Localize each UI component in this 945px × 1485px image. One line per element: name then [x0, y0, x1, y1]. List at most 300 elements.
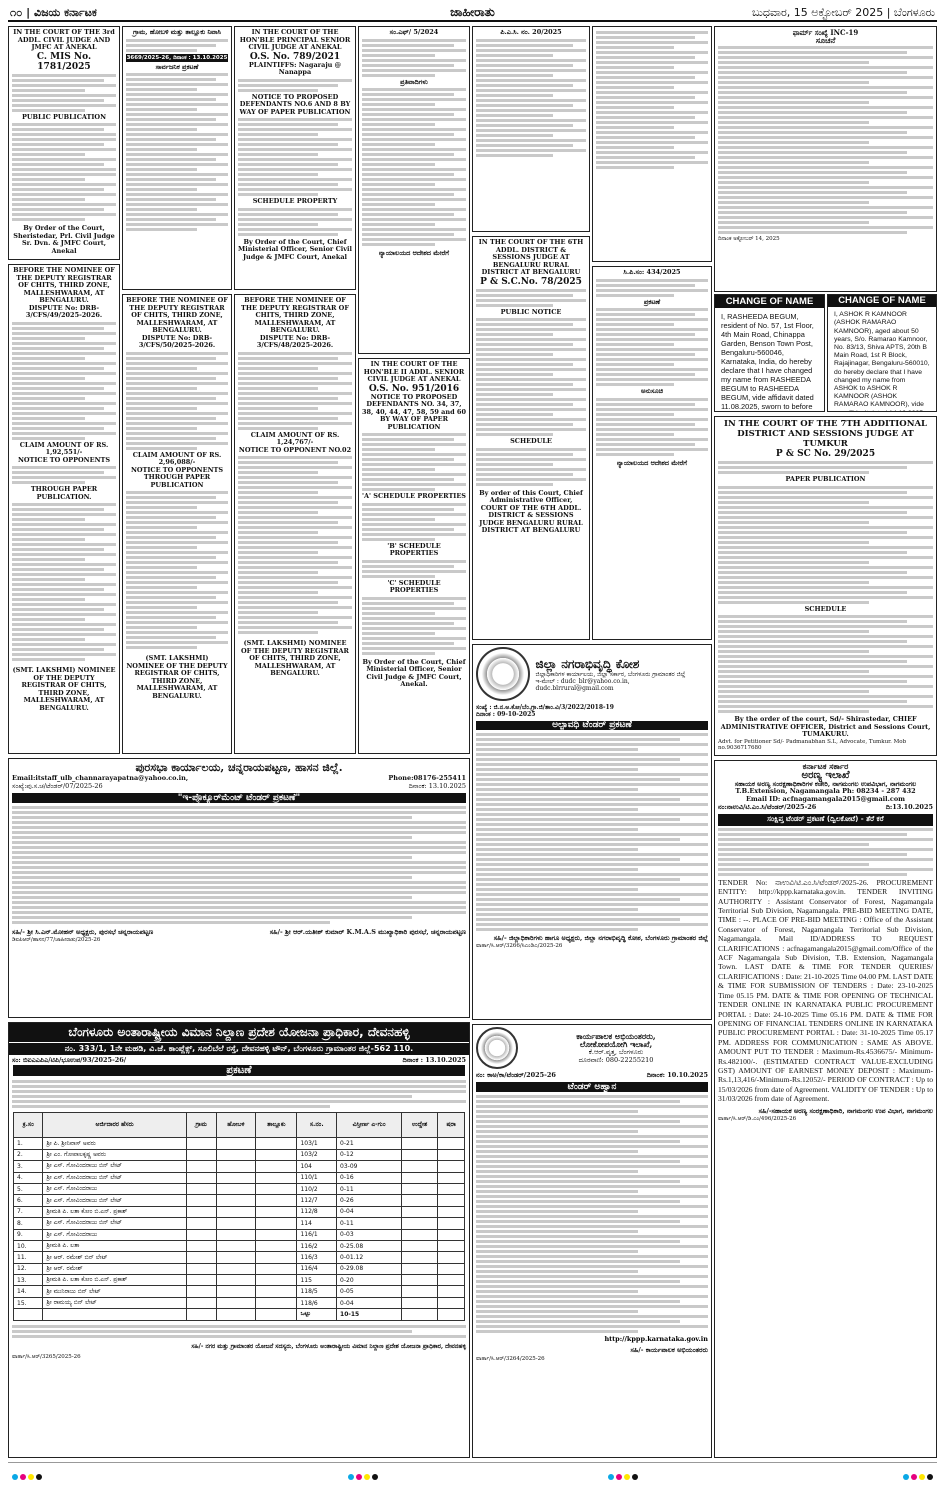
table-cell [438, 1218, 465, 1229]
table-cell [186, 1297, 216, 1308]
claim-amount: CLAIM AMOUNT OF RS. 1,92,551/- [19, 440, 109, 456]
kannada-public-notice [122, 26, 232, 290]
table-cell: 0-03 [337, 1229, 402, 1240]
table-cell: ಶ್ರೀಮತಿ ಪಿ. ಲತಾ ಕೋಂ ಬಿ.ಎನ್. ಪ್ರಕಾಶ್ [43, 1275, 186, 1286]
table-cell [186, 1138, 216, 1149]
table-cell: 110/1 [297, 1172, 337, 1183]
ad-code: ಡಿಐಪಿಆರ್/ಹಾಸನ/77/ಜಾಹೀರಾತು/2025-26 [12, 937, 101, 943]
table-cell [216, 1206, 256, 1217]
publication-heading: THROUGH PAPER PUBLICATION [143, 473, 211, 489]
office-address: ಕೆ.ಆರ್.ವೃತ್ತ, ಬೆಂಗಳೂರು [588, 1048, 644, 1056]
table-row [14, 1195, 465, 1206]
table-cell: ಶ್ರೀಮತಿ ಪಿ. ಲತಾ ಕೋಂ ಬಿ.ಎನ್. ಪ್ರಕಾಶ್ [43, 1206, 186, 1217]
table-cell: 103/2 [297, 1149, 337, 1160]
table-cell [186, 1172, 216, 1183]
table-cell: 0-26 [337, 1195, 402, 1206]
table-cell [186, 1275, 216, 1286]
signature: By order of this Court, Chief Administrative Officer, COURT OF THE 6TH ADDL. DISTRICT & SESSIONS JUDGE BENGALURU RURAL DISTRICT AT BENGALURU [479, 488, 583, 534]
signature: ಸಹಿ/- ಜಿಲ್ಲಾಧಿಕಾರಿಗಳು ಹಾಗೂ ಅಧ್ಯಕ್ಷರು, ಜಿಲ್ಲಾ ನಗರಾಭಿವೃದ್ಧಿ ಕೋಶ, ಬೆಂಗಳೂರು ಗ್ರಾಮಾಂತರ ಜಿಲ್ಲೆ [493, 934, 708, 942]
karnataka-emblem-icon [476, 647, 530, 701]
table-cell [216, 1138, 256, 1149]
table-row [14, 1183, 465, 1194]
table-row [14, 1172, 465, 1183]
table-cell: 0-25.08 [337, 1240, 402, 1251]
schedule-heading: SCHEDULE [510, 437, 552, 445]
table-cell [186, 1206, 216, 1217]
notice-heading: ಪ್ರಕಟಣೆ [13, 1065, 465, 1076]
table-cell [438, 1263, 465, 1274]
table-header: ಉದ್ದೇಶ [402, 1113, 438, 1138]
pwd-tender [472, 1024, 712, 1458]
table-cell [438, 1252, 465, 1263]
registrar-title: BEFORE THE NOMINEE OF THE DEPUTY REGISTRAR OF CHITS, THIRD ZONE, MALLESHWARAM, AT BENGALURU. [13, 266, 115, 304]
claim-amount: CLAIM AMOUNT OF RS. 2,96,088/- [132, 450, 222, 466]
table-cell [438, 1309, 465, 1320]
table-cell: 0-04 [337, 1297, 402, 1308]
reference-number: ಸಂಖ್ಯೆ : ಜಿ.ನ.ಅ.ಕೋ/ಬೆಂ.ಗ್ರಾ.ಜಿ/ತಾಂ.ವಿ/3/2022/2018-19 [476, 704, 614, 711]
table-cell: 116/1 [297, 1229, 337, 1240]
page-header [8, 4, 937, 22]
chit-dispute-50 [122, 294, 232, 754]
table-row [14, 1229, 465, 1240]
table-row [14, 1138, 465, 1149]
table-cell [438, 1297, 465, 1308]
table-cell [216, 1297, 256, 1308]
table-cell [402, 1229, 438, 1240]
table-cell [402, 1309, 438, 1320]
reference-number: ಸಂ.ಎಫ್/ 5/2024 [389, 28, 439, 36]
signature: (SMT. LAKSHMI) NOMINEE OF THE DEPUTY REGISTRAR OF CHITS, THIRD ZONE, MALLESHWARAM, AT BENGALURU. [241, 639, 349, 677]
respondents-heading: ಪ್ರತಿವಾದಿಗಳು [400, 77, 428, 86]
table-cell [438, 1149, 465, 1160]
notice-date: ದಿನಾಂಕ: 13.10.2025 [408, 782, 466, 790]
registrar-title: BEFORE THE NOMINEE OF THE DEPUTY REGISTRAR OF CHITS, THIRD ZONE, MALLESHWARAM, AT BENGALURU. [126, 296, 228, 334]
applicants-table [13, 1112, 465, 1320]
table-cell: 0-29.08 [337, 1263, 402, 1274]
table-cell: 112/8 [297, 1206, 337, 1217]
change-of-name-2 [827, 294, 937, 412]
registrar-title: BEFORE THE NOMINEE OF THE DEPUTY REGISTRAR OF CHITS, THIRD ZONE, MALLESHWARAM, AT BENGALURU. [241, 296, 349, 334]
case-number: P & S.C.No. 78/2025 [480, 276, 582, 287]
table-cell [402, 1172, 438, 1183]
court-title: IN THE COURT OF THE 6TH ADDL. DISTRICT & SESSIONS JUDGE AT BENGALURU RURAL DISTRICT AT BENGALURU [478, 238, 584, 276]
table-cell [186, 1183, 216, 1194]
signature: ಸಹಿ/- ಕಾರ್ಯಪಾಲಕ ಅಭಿಯಂತರರು [630, 1346, 708, 1354]
table-cell [438, 1275, 465, 1286]
table-cell: 10. [14, 1240, 43, 1251]
table-header: ವಿಸ್ತೀರ್ಣ ಎ-ಗುಂ [337, 1113, 402, 1138]
table-cell [216, 1195, 256, 1206]
court-order: ನ್ಯಾಯಾಲಯದ ಆದೇಶದ ಮೇರೆಗೆ [378, 249, 450, 257]
office-dept: ಲೋಕೋಪಯೋಗಿ ಇಲಾಖೆ, [579, 1039, 653, 1049]
table-cell: ಶ್ರೀ ಆರ್. ರಮೇಶ್ [43, 1263, 186, 1274]
table-cell [438, 1161, 465, 1172]
court-title: IN THE COURT OF THE HON'BLE II ADDL. SENIOR CIVIL JUDGE AT ANEKAL [363, 360, 465, 383]
signature: (SMT. LAKSHMI) NOMINEE OF THE DEPUTY REGISTRAR OF CHITS, THIRD ZONE, MALLESHWARAM, AT BENGALURU. [126, 654, 228, 700]
notice-heading: PUBLIC PUBLICATION [21, 112, 107, 121]
dispute-number: DISPUTE No: DRB-3/CFS/49/2025-2026. [25, 303, 103, 319]
table-cell [216, 1161, 256, 1172]
table-row [14, 1297, 465, 1308]
inc19-notice [714, 26, 937, 292]
table-cell [256, 1138, 297, 1149]
tender-heading: ಸಂಕ್ಷಿಪ್ತ ಟೆಂಡರ್ ಪ್ರಕಟಣೆ (ದ್ವಿಲಕೋಟೆ) - ತೆರೆ ಕರೆ [718, 814, 933, 825]
kannada-court-notice [358, 26, 470, 354]
table-cell [438, 1138, 465, 1149]
table-row [14, 1161, 465, 1172]
table-cell: 0-05 [337, 1286, 402, 1297]
case-number: C. MIS No. 1781/2025 [36, 51, 92, 72]
table-cell: 116/3 [297, 1252, 337, 1263]
reference-number: ನಂ:ನಾಉವಿ/ಟಿ.ಎಂ.ಸಿ/ಟೆಂಡರ್/2025-26 [718, 803, 817, 811]
table-cell [402, 1206, 438, 1217]
table-cell [216, 1240, 256, 1251]
channarayapatna-tender [8, 758, 470, 1018]
table-cell: ಶ್ರೀಮತಿ ಪಿ. ಲತಾ [43, 1240, 186, 1251]
table-cell [256, 1161, 297, 1172]
table-cell [438, 1286, 465, 1297]
notice-date: ದಿನಾಂಕ : 09-10-2025 [476, 711, 536, 718]
table-cell [216, 1263, 256, 1274]
office-title: ಪುರಸಭಾ ಕಾರ್ಯಾಲಯ, ಚನ್ನರಾಯಪಟ್ಟಣ, ಹಾಸನ ಜಿಲ್ಲೆ. [135, 761, 343, 774]
table-cell [186, 1149, 216, 1160]
notice-heading: NOTICE TO OPPONENTS [130, 465, 224, 474]
biaapa-notice [8, 1022, 470, 1458]
table-cell: ಶ್ರೀ ಮುನಿರಾಜು ಬಿನ್ ಲೇಟ್ [43, 1286, 186, 1297]
table-cell: ಶ್ರೀ ಆರ್. ರಮೇಶ್ ಬಿನ್ ಲೇಟ್ [43, 1252, 186, 1263]
table-cell [43, 1309, 186, 1320]
table-cell: 110/2 [297, 1183, 337, 1194]
color-registration-marks [608, 1474, 638, 1480]
table-cell: 5. [14, 1183, 43, 1194]
table-cell: 14. [14, 1286, 43, 1297]
office-phone: ದೂರವಾಣಿ: 080-22255210 [578, 1056, 654, 1064]
table-row [14, 1240, 465, 1251]
signature: By Order of the Court, Chief Ministerial Officer, Senior Civil Judge & JMFC Court, Anekal. [362, 657, 466, 688]
notice-heading: ಗ್ರಾಮ, ಹೋಬಳಿ ಮತ್ತು ತಾಲ್ಲೂಕು ನಿವಾಸಿ [133, 28, 221, 36]
change-of-name-title: CHANGE OF NAME [828, 295, 936, 307]
table-cell [256, 1275, 297, 1286]
authority-title: ಬೆಂಗಳೂರು ಅಂತಾರಾಷ್ಟ್ರೀಯ ವಿಮಾನ ನಿಲ್ದಾಣ ಪ್ರದೇಶ ಯೋಜನಾ ಪ್ರಾಧಿಕಾರ, ದೇವನಹಳ್ಳಿ [9, 1023, 469, 1042]
table-cell: 112/7 [297, 1195, 337, 1206]
table-cell [438, 1240, 465, 1251]
office-subtitle: ಜಿಲ್ಲಾಧಿಕಾರಿಗಳ ಕಾರ್ಯಾಲಯ, ಜಿಲ್ಲಾ ಸರ್ಕಾರ, ಬೆಂಗಳೂರು ಗ್ರಾಮಾಂತರ ಜಿಲ್ಲೆ [535, 670, 686, 678]
table-cell: ಶ್ರೀ ರಾಮಯ್ಯ ಬಿನ್ ಲೇಟ್ [43, 1297, 186, 1308]
table-total-row [14, 1309, 465, 1320]
tender-details: TENDER No: ನಾಉವಿ/ಟಿ.ಎಂ.ಸಿ/ಟೆಂಡರ್/2025-26. PROCUREMENT ENTITY: http://kppp.karnataka.gov.in. TENDER INVITING AUTHORITY : Assistant Conservator of Forest, Nagamangala Territorial Sub Division, Nagamangala. PRE-BID MEETING DATE, TIME : --. PLACE OF PRE-BID MEETING : Office of the Assistant Conservator of Forest, Nagamangala Territorial Sub Division, Nagamangala. Mail ID/ADDRESS TO REQUEST CLARIFICATIONS : acfnagamangala2015@gmail.com/Office of the ACF Nagamangala Sub Division, T.B. Extension, Nagamangala Town. LAST DATE & TIME FOR TENDER QUERIES/ CLARIFICATIONS : Date: 21-10-2025 Time 04.00 PM. LAST DATE & TIME FOR SUBMISSION OF TENDERS : Date: 23-10-2025 Time 05.15 PM. DATE & TIME FOR OPENING OF TECHNICAL TENDER ONLINE IN KARNATAKA PUBLIC PROCUREMENT PORTAL : Date: 24-10-2025 Time 05.16 PM. DATE & TIME FOR OPENING OF FINANCIAL TENDERS ONLINE IN KARNATAKA PUBLIC PROCUREMENT PORTAL : Date: 31-10-2025 Time 05.17 PM. ADDRESS FOR COMMUNICATION : SAME AS ABOVE. AMOUNT PUT TO TENDER : Maximum-Rs.4536675/- Minimum-Rs.482100/-. (ESTIMATED CONTRACT VALUE-EXCLUDING GST) AMOUNT OF EARNEST MONEY DEPOSIT : Maximum-Rs.1,13,416/-Minimum-Rs.12052/- PERIOD OF CONTRACT : Up to 15/03/2026 from date of Agreement. VALIDITY OF TENDER : Up to 31/03/2026 from date of Agreement. [718, 877, 933, 1104]
table-header: ಅರ್ಜಿದಾರರ ಹೆಸರು [43, 1113, 186, 1138]
table-cell [216, 1183, 256, 1194]
chit-dispute-48 [234, 294, 356, 754]
table-cell [186, 1240, 216, 1251]
signature: By Order of the Court, Chief Ministerial Officer, Senior Civil Judge & JMFC Court, Anekal [238, 237, 352, 261]
office-phone: Phone:08176-255411 [388, 774, 466, 782]
table-cell: 0-12 [337, 1149, 402, 1160]
table-cell [402, 1183, 438, 1194]
claim-amount: CLAIM AMOUNT OF RS. 1,24,767/- [250, 430, 340, 446]
office-title: ಜಿಲ್ಲಾ ನಗರಾಭಿವೃದ್ಧಿ ಕೋಶ [535, 656, 640, 671]
change-of-name-title: CHANGE OF NAME [715, 295, 824, 308]
notice-date: ದಿನಾಂಕ : 13.10.2025 [402, 1056, 466, 1064]
table-cell [438, 1195, 465, 1206]
table-header: ತಾಲ್ಲೂಕು [256, 1113, 297, 1138]
table-cell: 10-15 [337, 1309, 402, 1320]
table-cell: 3. [14, 1161, 43, 1172]
table-row [14, 1206, 465, 1217]
table-cell [256, 1195, 297, 1206]
notice-date: ದಿನಾಂಕ: 10.10.2025 [646, 1071, 708, 1079]
page-footer [8, 1462, 937, 1482]
table-cell [256, 1286, 297, 1297]
table-cell [216, 1149, 256, 1160]
court-notice-ps-78 [472, 236, 590, 640]
table-row [14, 1218, 465, 1229]
table-row [14, 1286, 465, 1297]
office-email: ಇ-ಮೇಲ್ : dudc_blr@yahoo.co.in, dudc.blrrural@gmail.com [535, 677, 630, 692]
authority-address: ನಂ. 333/1, 1ನೇ ಮಹಡಿ, ವಿ.ಜೆ. ಕಾಂಪ್ಲೆಕ್ಸ್, ಸೂಲಿಬೆಲೆ ರಸ್ತೆ, ದೇವನಹಳ್ಳಿ ಟೌನ್, ಬೆಂಗಳೂರು ಗ್ರಾಮಾಂತರ ಜಿಲ್ಲೆ-562 110. [9, 1042, 469, 1055]
table-cell [216, 1229, 256, 1240]
court-notice-os-789 [234, 26, 356, 290]
table-cell: ಶ್ರೀ ಎಸ್. ಗೋವಿಂದರಾಜು ಬಿನ್ ಲೇಟ್ [43, 1172, 186, 1183]
court-notice-anekal-cmis [8, 26, 120, 260]
notice-subtitle: ಸಾರ್ವಜನಿಕ ಪ್ರಕಟಣೆ [155, 62, 199, 71]
table-cell [256, 1297, 297, 1308]
signature: By the order of the court, Sd/- Shirastedar, CHIEF ADMINISTRATIVE OFFICER, District and Sessions Court, TUMAKURU. [720, 715, 931, 738]
table-cell: 118/6 [297, 1297, 337, 1308]
table-cell [256, 1309, 297, 1320]
color-registration-marks [903, 1474, 933, 1480]
ad-code: ವಾರ್ತಾ/ಸಿ.ಆರ್/ಡಿ.ಎಂ/496/2025-26 [718, 1116, 797, 1123]
table-cell [186, 1161, 216, 1172]
table-cell: 1. [14, 1138, 43, 1149]
table-cell: ಶ್ರೀ ಎಂ. ಗೋಪಾಲಕೃಷ್ಣ ಅವರು [43, 1149, 186, 1160]
advocate-line: Advt. for Petitioner Sd/- Padmanabhan S.L, Advocate, Tumkur. Mob no.9036717680 [718, 738, 907, 751]
table-cell [186, 1286, 216, 1297]
table-cell [402, 1286, 438, 1297]
table-cell [402, 1218, 438, 1229]
kannada-court-cp-434 [592, 266, 712, 640]
table-cell [438, 1172, 465, 1183]
table-header: ಷರಾ [438, 1113, 465, 1138]
table-cell [256, 1218, 297, 1229]
table-cell [402, 1275, 438, 1286]
table-cell: 0-01.12 [337, 1252, 402, 1263]
change-of-name-1 [714, 294, 825, 412]
notice-heading: NOTICE TO PROPOSED DEFENDANTS NO. 34, 37, 38, 40, 44, 47, 58, 59 and 60 BY WAY OF PAPER PUBLICATION [362, 392, 466, 431]
case-number: O.S. No. 789/2021 [249, 51, 341, 62]
table-cell: 115 [297, 1275, 337, 1286]
table-row [14, 1149, 465, 1160]
change-of-name-text: I, ASHOK R KAMNOOR (ASHOK RAMARAO KAMNOOR), aged about 50 years, S/o. Ramarao Kamnoor, No. 83/13, Shiva APTS, 20th B Main Road, 1st R Block, Rajajinagar, Bengaluru-560010, do hereby declare that I have changed my name from ASHOK to ASHOK R KAMNOOR (ASHOK RAMARAO KAMNOOR), vide [834, 311, 930, 409]
notice-heading: NOTICE TO OPPONENTS [17, 455, 111, 464]
notice-heading: PAPER PUBLICATION [785, 475, 866, 483]
ad-code: ವಾರ್ತಾ/ಸಿ.ಆರ್/3264/2025-26 [476, 1355, 545, 1362]
table-cell: 12. [14, 1263, 43, 1274]
table-cell [186, 1195, 216, 1206]
table-cell [402, 1297, 438, 1308]
table-cell: 9. [14, 1229, 43, 1240]
table-cell: ಶ್ರೀ ಎಸ್. ಗೋವಿಂದರಾಜು [43, 1229, 186, 1240]
reference-number: ಸಂ: ಬಿಐಎಎಪಿಎ/ಟಿಪಿ/ಭೂಉಪ/93/2025-26/ [12, 1056, 127, 1064]
table-cell [256, 1206, 297, 1217]
table-cell [256, 1172, 297, 1183]
table-cell: 0-16 [337, 1172, 402, 1183]
table-cell: 7. [14, 1206, 43, 1217]
table-header: ಸ.ನಂ. [297, 1113, 337, 1138]
schedule-c: 'C' SCHEDULE PROPERTIES [387, 578, 441, 594]
tumkur-court-notice [714, 416, 937, 756]
table-cell [256, 1229, 297, 1240]
court-title: IN THE COURT OF THE 7TH ADDITIONAL DISTRICT AND SESSIONS JUDGE AT TUMKUR [723, 419, 928, 449]
table-cell [256, 1252, 297, 1263]
chit-dispute-49 [8, 264, 120, 754]
reference-number: ಸಂಖ್ಯೆ:ಪು.ಸ.ಚ/ಟೆಂಡರ್/07/2025-26 [12, 782, 103, 790]
table-row [14, 1252, 465, 1263]
table-cell: 0-20 [337, 1275, 402, 1286]
table-cell [402, 1240, 438, 1251]
kannada-notice-top [592, 26, 712, 262]
signature: By Order of the Court, Sheristedar, Prl. Civil Judge Sr. Dvn. & JMFC Court, Anekal [13, 224, 115, 255]
notice-heading: NOTICE TO PROPOSED DEFENDANTS NO.6 AND 8 BY WAY OF PAPER PUBLICATION [239, 92, 351, 116]
portal-link[interactable]: http://kppp.karnataka.gov.in [604, 1335, 708, 1343]
signature: (SMT. LAKSHMI) NOMINEE OF THE DEPUTY REGISTRAR OF CHITS, THIRD ZONE, MALLESHWARAM, AT BENGALURU. [12, 666, 116, 712]
table-cell: ಶ್ರೀ ಎಸ್. ಗೋವಿಂದರಾಜು ಬಿನ್ ಲೇಟ್ [43, 1161, 186, 1172]
ad-code: ವಾರ್ತಾ/ಸಿ.ಆರ್/3266/ಸಿಎಂಡಿಎ/2025-26 [476, 942, 563, 949]
office-title: ಸಹಾಯಕ ಅರಣ್ಯ ಸಂರಕ್ಷಣಾಧಿಕಾರಿಗಳ ಕಚೇರಿ, ನಾಗಮಂಗಲ ಉಪವಿಭಾಗ, ನಾಗಮಂಗಲ [734, 779, 917, 788]
case-number: O.S. No. 951/2016 [368, 383, 460, 394]
table-cell [438, 1183, 465, 1194]
table-header: ಹೋಬಳಿ [216, 1113, 256, 1138]
table-cell [402, 1149, 438, 1160]
dudc-tender [472, 644, 712, 1020]
reference-number: 3669/2025-26, ದಿನಾಂಕ : 13.10.2025 [126, 54, 228, 61]
schedule-heading: SCHEDULE [804, 604, 847, 613]
table-cell [186, 1309, 216, 1320]
table-cell: 116/2 [297, 1240, 337, 1251]
tender-heading: ಟೆಂಡರ್ ಅಹ್ವಾನ [476, 1082, 708, 1092]
table-cell: 0-04 [337, 1206, 402, 1217]
table-cell [256, 1263, 297, 1274]
table-cell [438, 1229, 465, 1240]
table-cell [186, 1263, 216, 1274]
table-cell [14, 1309, 43, 1320]
table-cell [186, 1229, 216, 1240]
table-cell [438, 1206, 465, 1217]
table-cell: ಶ್ರೀ ಪಿ. ಶ್ರೀನಿವಾಸ್ ಅವರು [43, 1138, 186, 1149]
table-cell: 118/5 [297, 1286, 337, 1297]
table-cell [402, 1161, 438, 1172]
form-label: ಫಾರ್ಮ್ ಸಂಖ್ಯೆ INC-19 [792, 28, 859, 37]
signature: ಸಹಿ/- ನಗರ ಮತ್ತು ಗ್ರಾಮಾಂತರ ಯೋಜನೆ ಸದಸ್ಯರು, ಬೆಂಗಳೂರು ಅಂತಾರಾಷ್ಟ್ರೀಯ ವಿಮಾನ ನಿಲ್ದಾಣ ಪ್ರದೇಶ ಯೋಜನಾ ಪ್ರಾಧಿಕಾರ, ದೇವನಹಳ್ಳಿ [191, 1342, 466, 1350]
office-email: Email:itstaff_ulb_channarayapatna@yahoo.co.in, [12, 774, 189, 782]
publication-heading: THROUGH PAPER PUBLICATION. [30, 485, 98, 501]
tender-heading: "ಇ-ಪ್ರೊಕ್ಯೂರ್‌ಮೆಂಟ್ ಟೆಂಡರ್ ಪ್ರಕಟಣೆ" [12, 793, 466, 803]
table-cell [402, 1138, 438, 1149]
reference-number: ಪಿ.ಎ.ಸಿ. ನಂ. 20/2025 [500, 28, 562, 36]
table-cell: 15. [14, 1297, 43, 1308]
table-cell: 13. [14, 1275, 43, 1286]
signature: ಸಹಿ/-ಸಹಾಯಕ ಅರಣ್ಯ ಸಂರಕ್ಷಣಾಧಿಕಾರಿ, ನಾಗಮಂಗಲ ಉಪ ವಿಭಾಗ, ನಾಗಮಂಗಲ [758, 1106, 933, 1115]
table-cell [216, 1286, 256, 1297]
dept-title: ಅರಣ್ಯ ಇಲಾಖೆ [801, 769, 850, 781]
signature-president: ಸಹಿ/- ಶ್ರೀ ಸಿ.ಎನ್.ಮೋಹನ್ ಅಧ್ಯಕ್ಷರು, ಪುರಸಭೆ ಚನ್ನರಾಯಪಟ್ಟಣ [12, 928, 154, 936]
table-cell [216, 1252, 256, 1263]
tender-heading: ಅಲ್ಪಾವಧಿ ಟೆಂಡರ್ ಪ್ರಕಟಣೆ [476, 721, 708, 730]
table-cell: 2. [14, 1149, 43, 1160]
table-cell [216, 1172, 256, 1183]
notice-date: ದಿ:13.10.2025 [885, 803, 933, 811]
change-of-name-text: I, RASHEEDA BEGUM, resident of No. 57, 1st Floor, 4th Main Road, Chinappa Garden, Benson Town Post, Bengaluru-560046, Karnataka, India, do hereby declare that I have changed my name from RASHEEDA BEGUM to RASHEEDA BEGUM, vide affidavit dated 11.08.2025, sworn to before [721, 312, 814, 411]
table-cell [256, 1240, 297, 1251]
dispute-number: DISPUTE No: DRB-3/CFS/50/2025-2026. [138, 333, 216, 349]
table-cell: 116/4 [297, 1263, 337, 1274]
table-cell: 4. [14, 1172, 43, 1183]
dispute-number: DISPUTE No: DRB-3/CFS/48/2025-2026. [256, 333, 334, 349]
table-header: ಕ್ರ.ಸಂ [14, 1113, 43, 1138]
table-row [14, 1275, 465, 1286]
case-number: P & SC No. 29/2025 [775, 449, 876, 459]
table-cell [402, 1252, 438, 1263]
date-line: ಬುಧವಾರ, 15 ಅಕ್ಟೋಬರ್ 2025 | ಬೆಂಗಳೂರು [751, 6, 935, 19]
schedule-heading: SCHEDULE PROPERTY [252, 197, 338, 205]
table-cell: ಶ್ರೀ ಎಸ್. ಗೋವಿಂದರಾಜು ಬಿನ್ ಲೇಟ್ [43, 1218, 186, 1229]
section-title: ಜಾಹೀರಾತು [450, 5, 495, 19]
color-registration-marks [348, 1474, 378, 1480]
table-cell: 103/1 [297, 1138, 337, 1149]
table-header: ಗ್ರಾಮ [186, 1113, 216, 1138]
table-cell: ಶ್ರೀ ಎಸ್. ಗೋವಿಂದರಾಜು [43, 1183, 186, 1194]
table-cell [402, 1263, 438, 1274]
table-cell: 6. [14, 1195, 43, 1206]
reference-number: ನಂ: ಕಾಅ/ಕಾ/ಟೆಂಡರ್/2025-26 [476, 1071, 556, 1079]
table-cell: 0-21 [337, 1138, 402, 1149]
forest-tender [714, 760, 937, 1458]
table-cell: 114 [297, 1218, 337, 1229]
table-cell [256, 1149, 297, 1160]
notice-heading: NOTICE TO OPPONENT NO.02 [238, 445, 352, 454]
state-title: ಕರ್ನಾಟಕ ಸರ್ಕಾರ [802, 761, 849, 771]
court-order: ನ್ಯಾಯಾಲಯದ ಆದೇಶದ ಮೇರೆಗೆ [616, 458, 688, 467]
karnataka-emblem-icon [476, 1027, 518, 1069]
page-number: ೧೦ | ವಿಜಯ ಕರ್ನಾಟಕ [10, 6, 97, 19]
table-cell [402, 1195, 438, 1206]
notice-title: ಸೂಚನೆ [815, 34, 836, 45]
table-cell: 0-11 [337, 1218, 402, 1229]
table-cell [216, 1309, 256, 1320]
date-line: ದಿನಾಂಕ ಅಕ್ಟೋಬರ್ 14, 2025 [718, 236, 780, 242]
office-address: T.B.Extension, Nagamangala Ph: 08234 - 287 432 [735, 787, 916, 795]
pac-notice [472, 26, 590, 232]
table-cell: ಶ್ರೀ ಎಸ್. ಗೋವಿಂದರಾಜು ಬಿನ್ ಲೇಟ್ [43, 1195, 186, 1206]
table-cell [186, 1218, 216, 1229]
schedule-b: 'B' SCHEDULE PROPERTIES [387, 541, 441, 557]
table-cell [186, 1252, 216, 1263]
signature-officer: ಸಹಿ/- ಶ್ರೀ ಆರ್.ಯತೀಶ್ ಕುಮಾರ್ K.M.A.S ಮುಖ್ಯಾಧಿಕಾರಿ ಪುರಸಭೆ, ಚನ್ನರಾಯಪಟ್ಟಣ [269, 928, 466, 936]
table-cell [216, 1275, 256, 1286]
schedule-heading: ಅನುಸೂಚಿ [641, 387, 663, 395]
table-cell: 03-09 [337, 1161, 402, 1172]
table-cell [256, 1183, 297, 1194]
court-title: IN THE COURT OF THE HON'BLE PRINCIPAL SENIOR CIVIL JUDGE AT ANEKAL [239, 28, 351, 51]
table-cell: 8. [14, 1218, 43, 1229]
table-cell: 0-11 [337, 1183, 402, 1194]
notice-heading: PUBLIC NOTICE [500, 307, 562, 316]
reference-number: ಸಿ.ಪಿ.ಸಂ: 434/2025 [623, 268, 681, 276]
color-registration-marks [12, 1474, 42, 1480]
plaintiffs: PLAINTIFFS: Nagaraju @ Nanappa [248, 60, 342, 76]
office-email: Email ID: acfnagamangala2015@gmail.com [745, 794, 906, 803]
court-title: IN THE COURT OF THE 3rd ADDL. CIVIL JUDGE AND JMFC AT ANEKAL [13, 28, 115, 51]
